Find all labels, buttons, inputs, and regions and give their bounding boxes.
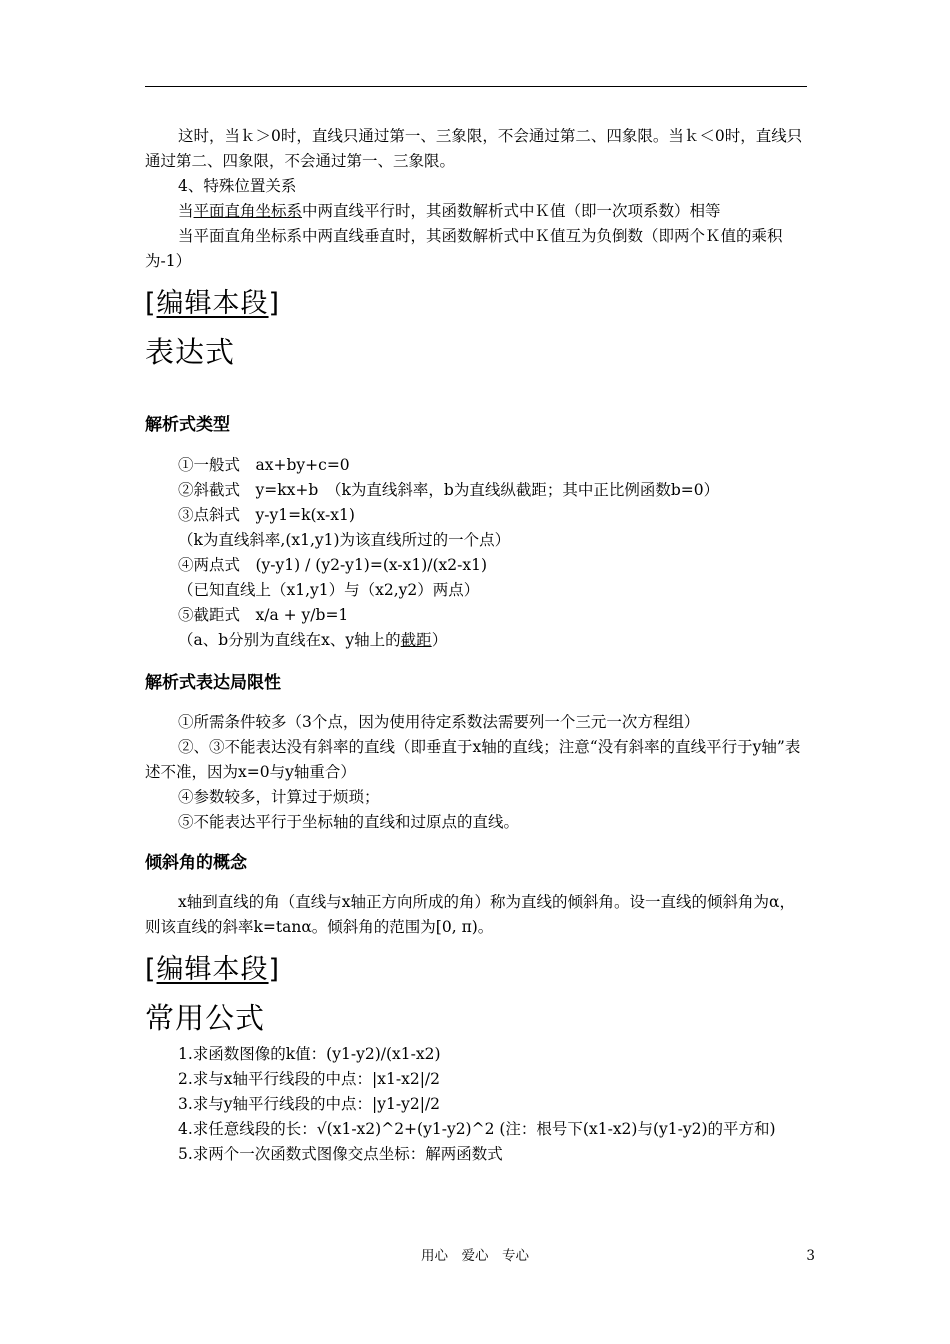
type-two-point: ④两点式 (y-y1) / (y2-y1)=(x-x1)/(x2-x1) bbox=[178, 556, 488, 574]
type-intercept: ⑤截距式 x/a + y/b=1 bbox=[178, 606, 349, 624]
link-coordinate-system[interactable]: 平面直角坐标系 bbox=[193, 202, 303, 220]
type-slope-intercept: ②斜截式 y=kx+b （k为直线斜率，b为直线纵截距；其中正比例函数b=0） bbox=[178, 481, 720, 499]
paragraph-parallel: 当平面直角坐标系中两直线平行时，其函数解析式中Ｋ值（即一次项系数）相等 bbox=[178, 202, 721, 220]
section-heading-expression: 表达式 bbox=[145, 335, 236, 369]
footer-slogan: 用心 爱心 专心 bbox=[421, 1248, 529, 1264]
type-general: ①一般式 ax+by+c=0 bbox=[178, 456, 350, 474]
edit-section-anchor-2[interactable]: 编辑本段 bbox=[156, 954, 269, 985]
subheading-formula-types: 解析式类型 bbox=[145, 415, 230, 435]
limitation-1: ①所需条件较多（3个点，因为使用待定系数法需要列一个三元一次方程组） bbox=[178, 713, 700, 731]
type-point-slope-note: （k为直线斜率,(x1,y1)为该直线所过的一个点） bbox=[178, 531, 511, 549]
subheading-inclination-angle: 倾斜角的概念 bbox=[145, 853, 247, 873]
type-two-point-note: （已知直线上（x1,y1）与（x2,y2）两点） bbox=[178, 581, 480, 599]
limitation-2: ②、③不能表达没有斜率的直线（即垂直于x轴的直线；注意“没有斜率的直线平行于y轴”表述不准，因为x=0与y轴重合） bbox=[145, 738, 801, 781]
paragraph-inclination-angle: x轴到直线的角（直线与x轴正方向所成的角）称为直线的倾斜角。设一直线的倾斜角为α，则该直线的斜率k=tanα。倾斜角的范围为[0, π)。 bbox=[145, 893, 795, 936]
paragraph-k-sign: 这时，当ｋ＞0时，直线只通过第一、三象限，不会通过第二、四象限。当ｋ＜0时，直线只通过第二、四象限，不会通过第一、三象限。 bbox=[145, 127, 803, 170]
limitation-4: ⑤不能表达平行于坐标轴的直线和过原点的直线。 bbox=[178, 813, 520, 831]
header-rule bbox=[145, 86, 807, 87]
type-intercept-note: （a、b分别为直线在x、y轴上的截距） bbox=[178, 631, 448, 649]
subheading-limitations: 解析式表达局限性 bbox=[145, 673, 281, 693]
limitation-3: ④参数较多，计算过于烦琐； bbox=[178, 788, 380, 806]
type-point-slope: ③点斜式 y-y1=k(x-x1) bbox=[178, 506, 355, 524]
formula-1: 1.求函数图像的k值：(y1-y2)/(x1-x2) bbox=[178, 1045, 441, 1063]
subheading-special-position: 4、特殊位置关系 bbox=[178, 177, 297, 195]
formula-3: 3.求与y轴平行线段的中点：|y1-y2|/2 bbox=[178, 1095, 441, 1113]
edit-section-link-2: [编辑本段] bbox=[145, 954, 281, 985]
formula-4: 4.求任意线段的长：√(x1-x2)^2+(y1-y2)^2 (注：根号下(x1-x2)与(y1-y2)的平方和) bbox=[178, 1120, 776, 1138]
paragraph-perpendicular: 当平面直角坐标系中两直线垂直时，其函数解析式中Ｋ值互为负倒数（即两个Ｋ值的乘积为-1） bbox=[145, 227, 783, 270]
link-intercept[interactable]: 截距 bbox=[400, 631, 432, 649]
formula-2: 2.求与x轴平行线段的中点：|x1-x2|/2 bbox=[178, 1070, 441, 1088]
formula-5: 5.求两个一次函数式图像交点坐标：解两函数式 bbox=[178, 1145, 503, 1163]
edit-section-link-1: [编辑本段] bbox=[145, 288, 281, 319]
edit-section-anchor-1[interactable]: 编辑本段 bbox=[156, 288, 269, 319]
section-heading-common-formulas: 常用公式 bbox=[145, 1001, 266, 1035]
page-number: 3 bbox=[806, 1248, 815, 1264]
page-content bbox=[145, 124, 807, 1167]
